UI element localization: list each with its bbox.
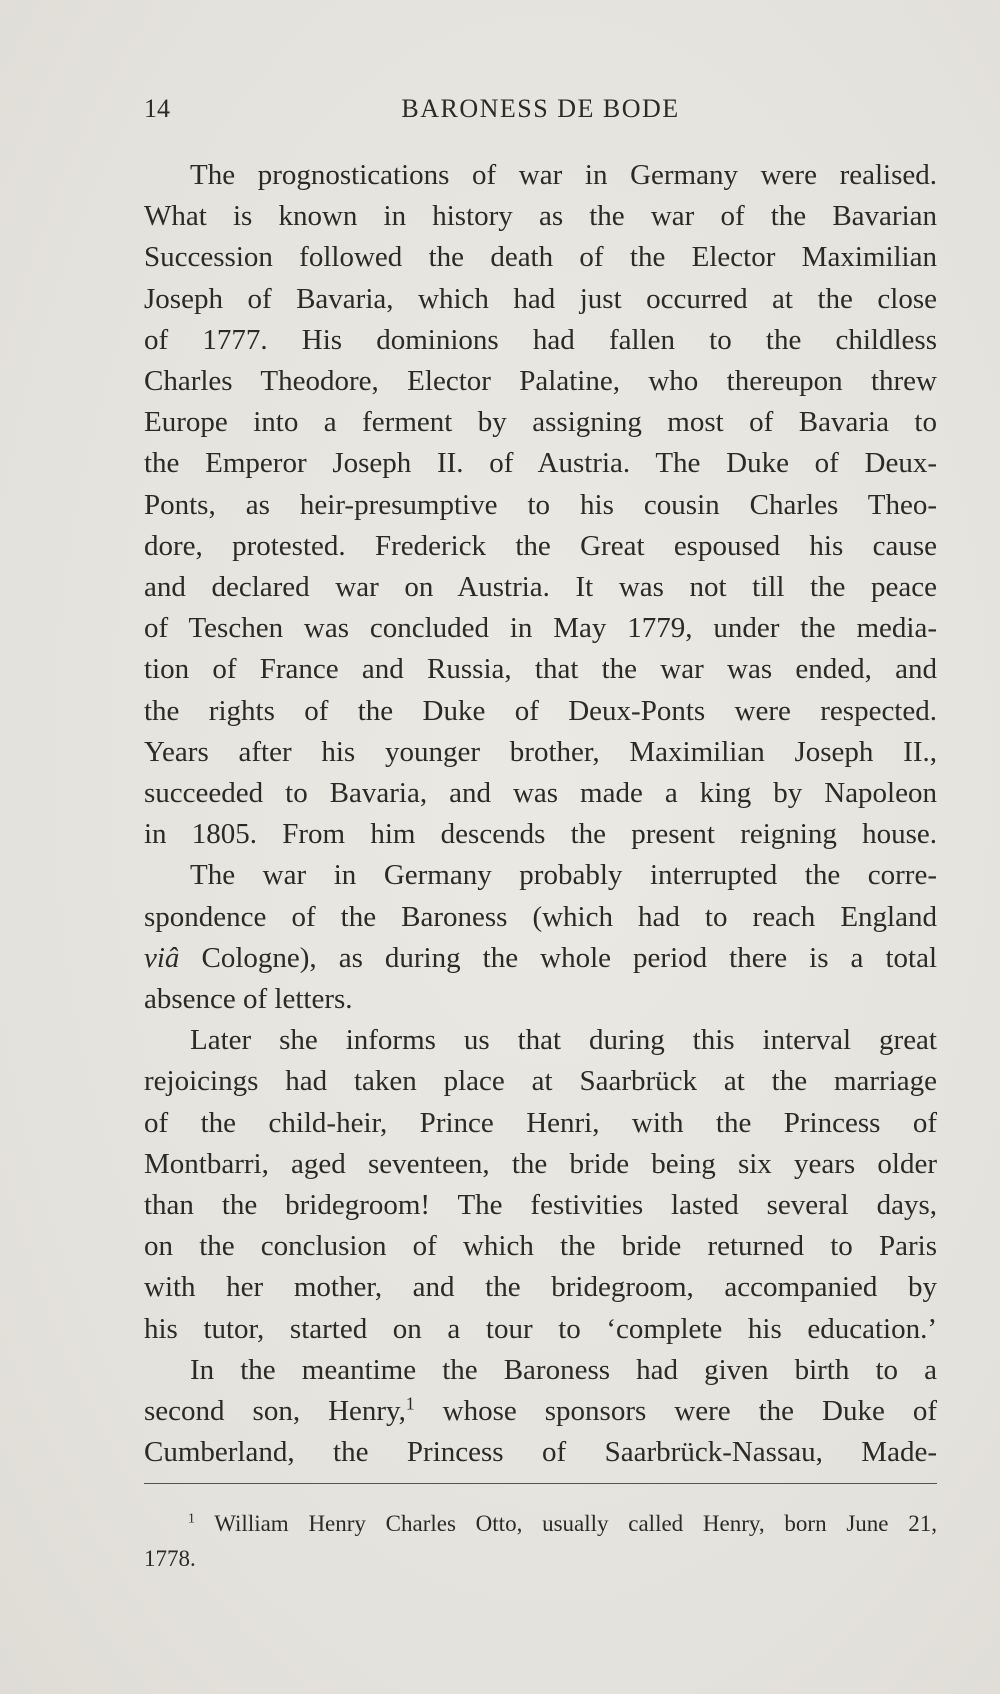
text-line: Ponts, as heir-presumptive to his cousin Charles Theo- (144, 488, 937, 521)
text-line: rejoicings had taken place at Saarbrück at the marriage (144, 1065, 937, 1098)
text-line: Charles Theodore, Elector Palatine, who thereupon threw (144, 365, 937, 398)
running-head: BARONESS DE BODE (401, 94, 680, 123)
paragraph-2 (144, 855, 937, 1020)
footnote-divider (144, 1483, 937, 1484)
text-line: of 1777. His dominions had fallen to the childless (144, 323, 937, 356)
footnote-line: 1778. (144, 1546, 196, 1571)
text-line: absence of letters. (144, 983, 353, 1016)
italic-word: viâ (144, 941, 180, 974)
text-line: dore, protested. Frederick the Great espoused his cause (144, 529, 937, 562)
text-line: The prognostications of war in Germany were realised. (190, 159, 937, 191)
text-line: Succession followed the death of the Elector Maximilian (144, 241, 937, 274)
text-line: Cumberland, the Princess of Saarbrück-Nassau, Made- (144, 1436, 937, 1469)
paragraph-3 (144, 1020, 937, 1350)
footnote-text: William Henry Charles Otto, usually called Henry, born June 21, (214, 1511, 937, 1536)
text-line: the rights of the Duke of Deux-Ponts were respected. (144, 694, 937, 727)
text-line: tion of France and Russia, that the war was ended, and (144, 653, 937, 686)
text-line: Joseph of Bavaria, which had just occurred at the close (144, 282, 937, 315)
text-line: Later she informs us that during this interval great (190, 1024, 937, 1057)
footnote (144, 1506, 937, 1576)
text-line: spondence of the Baroness (which had to reach England (144, 900, 937, 933)
text-line: in 1805. From him descends the present reigning house. (144, 818, 937, 851)
paragraph-1 (144, 155, 937, 855)
text-line: succeeded to Bavaria, and was made a king by Napoleon (144, 777, 937, 810)
text-line: of Teschen was concluded in May 1779, under the media- (144, 612, 937, 645)
text-line: Europe into a ferment by assigning most of Bavaria to (144, 406, 937, 439)
text-line: Years after his younger brother, Maximilian Joseph II., (144, 735, 937, 768)
text-fragment: second son, Henry, (144, 1395, 406, 1428)
page-header (144, 92, 937, 126)
text-line: on the conclusion of which the bride returned to Paris (144, 1230, 937, 1263)
text-line (144, 1391, 937, 1432)
text-line: the Emperor Joseph II. of Austria. The Duke of Deux- (144, 447, 937, 480)
text-line: In the meantime the Baroness had given birth to a (190, 1353, 937, 1386)
text-line: and declared war on Austria. It was not till the peace (144, 571, 937, 604)
text-line: with her mother, and the bridegroom, accompanied by (144, 1271, 937, 1304)
text-line: his tutor, started on a tour to ‘complete his education.’ (144, 1312, 937, 1345)
text-line: The war in Germany probably interrupted the corre- (190, 859, 937, 892)
text-line: of the child-heir, Prince Henri, with the Princess of (144, 1106, 937, 1139)
footnote-line (144, 1506, 937, 1541)
paragraph-4 (144, 1350, 937, 1474)
body-text (144, 155, 937, 1474)
text-line: than the bridegroom! The festivities lasted several days, (144, 1189, 937, 1222)
text-fragment: Cologne), as during the whole period there is a total (201, 941, 938, 974)
text-line: Montbarri, aged seventeen, the bride being six years older (144, 1147, 937, 1180)
text-line (144, 938, 937, 979)
page-number: 14 (144, 94, 170, 123)
footnote-marker: 1 (188, 1510, 195, 1526)
footnote-reference: 1 (405, 1393, 415, 1414)
text-fragment: whose sponsors were the Duke of (442, 1395, 938, 1428)
text-line: What is known in history as the war of the Bavarian (144, 200, 937, 233)
